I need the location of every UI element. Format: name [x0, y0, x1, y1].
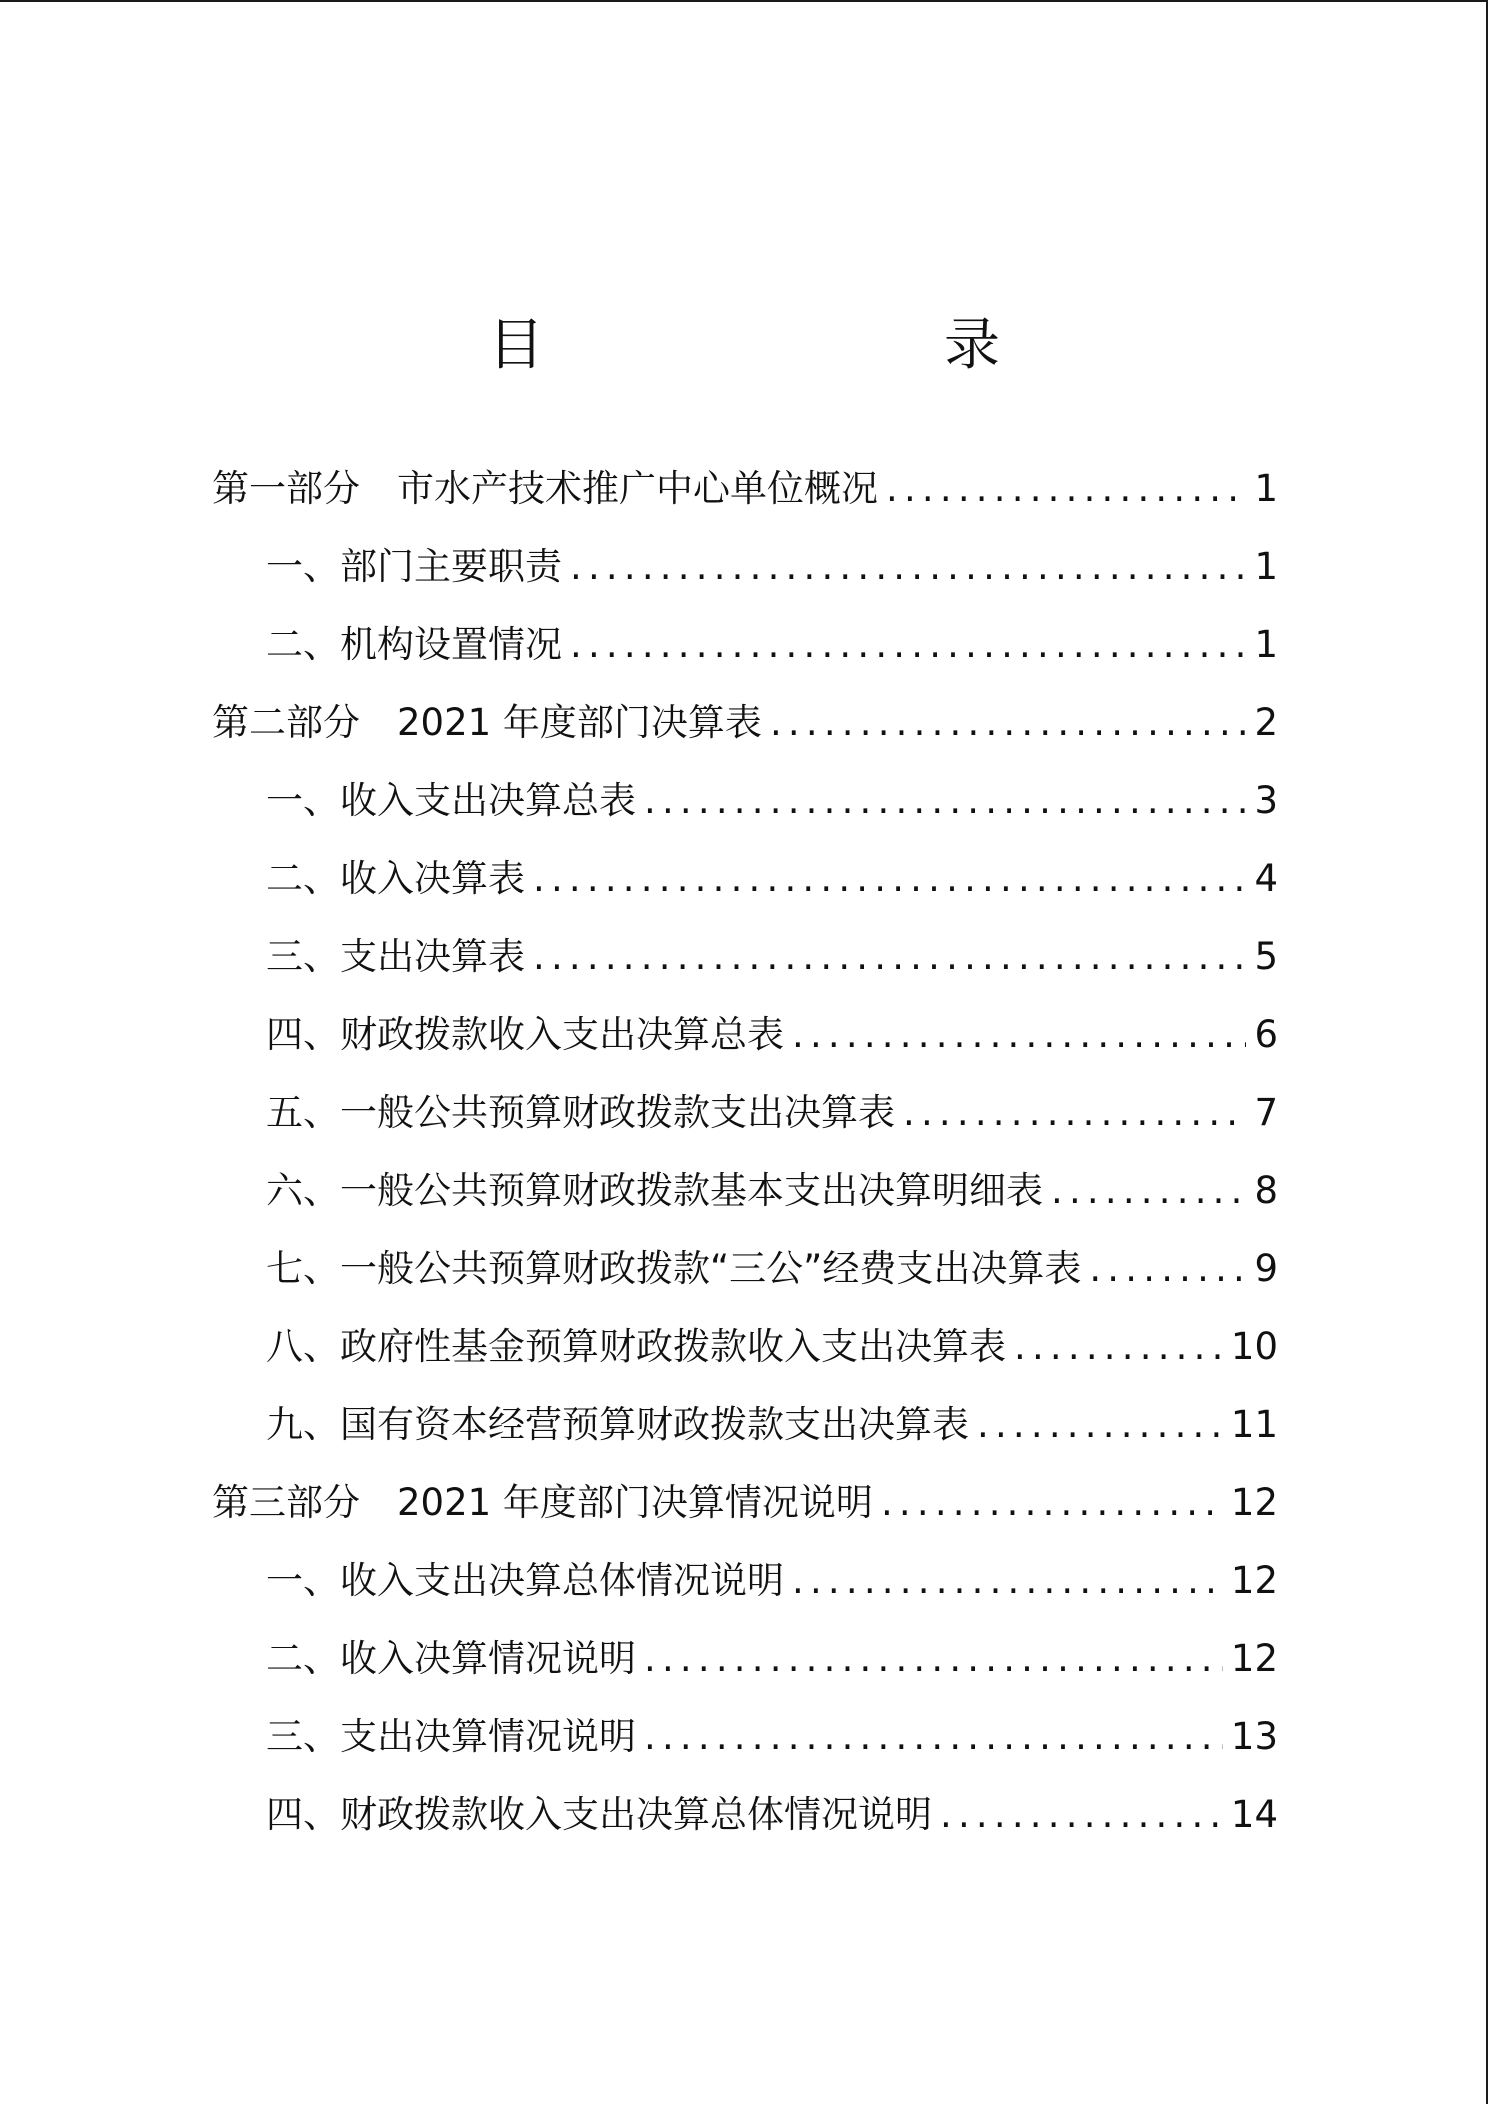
- toc-subsection-entry[interactable]: [212, 614, 1278, 692]
- toc-page-number: 12: [1230, 1637, 1278, 1680]
- toc-entry-label: 第三部分 2021 年度部门决算情况说明: [212, 1481, 873, 1524]
- toc-page-number: 9: [1254, 1247, 1278, 1290]
- toc-dot-leader: [770, 701, 1247, 744]
- toc-subsection-entry[interactable]: [212, 1706, 1278, 1784]
- toc-subsection-entry[interactable]: [212, 536, 1278, 614]
- toc-entry-label: 四、财政拨款收入支出决算总体情况说明: [266, 1793, 932, 1836]
- toc-dot-leader: [644, 1637, 1223, 1680]
- toc-page-number: 10: [1230, 1325, 1278, 1368]
- toc-entry-label: 第二部分 2021 年度部门决算表: [212, 701, 762, 744]
- toc-dot-leader: [977, 1403, 1223, 1446]
- toc-dot-leader: [792, 1013, 1246, 1056]
- toc-dot-leader: [940, 1793, 1223, 1836]
- toc-dot-leader: [792, 1559, 1223, 1602]
- toc-page-number: 4: [1254, 857, 1278, 900]
- toc-subsection-entry[interactable]: [212, 1316, 1278, 1394]
- toc-page-number: 5: [1254, 935, 1278, 978]
- toc-dot-leader: [1014, 1325, 1223, 1368]
- toc-dot-leader: [644, 779, 1246, 822]
- toc-dot-leader: [533, 857, 1246, 900]
- toc-subsection-entry[interactable]: [212, 848, 1278, 926]
- toc-page-number: 13: [1230, 1715, 1278, 1758]
- toc-subsection-entry[interactable]: [212, 1238, 1278, 1316]
- toc-entry-label: 四、财政拨款收入支出决算总表: [266, 1013, 784, 1056]
- toc-page-number: 14: [1230, 1793, 1278, 1836]
- toc-dot-leader: [570, 623, 1246, 666]
- toc-section-entry[interactable]: [212, 458, 1278, 536]
- toc-entry-label: 二、收入决算表: [266, 857, 525, 900]
- toc-title: 目 录: [488, 313, 1096, 378]
- toc-entry-label: 二、机构设置情况: [266, 623, 562, 666]
- toc-subsection-entry[interactable]: [212, 1082, 1278, 1160]
- toc-section-entry[interactable]: [212, 1472, 1278, 1550]
- toc-subsection-entry[interactable]: [212, 1394, 1278, 1472]
- toc-subsection-entry[interactable]: [212, 1550, 1278, 1628]
- toc-subsection-entry[interactable]: [212, 926, 1278, 1004]
- toc-subsection-entry[interactable]: [212, 1004, 1278, 1082]
- toc-page-number: 11: [1230, 1403, 1278, 1446]
- toc-entry-label: 二、收入决算情况说明: [266, 1637, 636, 1680]
- toc-section-entry[interactable]: [212, 692, 1278, 770]
- toc-entry-label: 五、一般公共预算财政拨款支出决算表: [266, 1091, 895, 1134]
- table-of-contents: [212, 458, 1278, 1862]
- toc-page-number: 6: [1254, 1013, 1278, 1056]
- toc-subsection-entry[interactable]: [212, 770, 1278, 848]
- toc-entry-label: 一、收入支出决算总表: [266, 779, 636, 822]
- toc-subsection-entry[interactable]: [212, 1160, 1278, 1238]
- toc-entry-label: 一、收入支出决算总体情况说明: [266, 1559, 784, 1602]
- toc-page-number: 12: [1230, 1481, 1278, 1524]
- toc-entry-label: 一、部门主要职责: [266, 545, 562, 588]
- toc-dot-leader: [1051, 1169, 1246, 1212]
- toc-dot-leader: [886, 467, 1246, 510]
- toc-page-number: 1: [1254, 623, 1278, 666]
- toc-page-number: 7: [1254, 1091, 1278, 1134]
- toc-dot-leader: [881, 1481, 1223, 1524]
- toc-entry-label: 三、支出决算情况说明: [266, 1715, 636, 1758]
- toc-subsection-entry[interactable]: [212, 1628, 1278, 1706]
- toc-dot-leader: [644, 1715, 1223, 1758]
- toc-page-number: 1: [1254, 467, 1278, 510]
- toc-subsection-entry[interactable]: [212, 1784, 1278, 1862]
- toc-dot-leader: [903, 1091, 1246, 1134]
- toc-dot-leader: [533, 935, 1246, 978]
- toc-entry-label: 第一部分 市水产技术推广中心单位概况: [212, 467, 878, 510]
- toc-entry-label: 八、政府性基金预算财政拨款收入支出决算表: [266, 1325, 1006, 1368]
- toc-page-number: 2: [1254, 701, 1278, 744]
- toc-dot-leader: [570, 545, 1246, 588]
- toc-page-number: 8: [1254, 1169, 1278, 1212]
- toc-entry-label: 七、一般公共预算财政拨款“三公”经费支出决算表: [266, 1247, 1082, 1290]
- toc-dot-leader: [1089, 1247, 1246, 1290]
- toc-page-number: 3: [1254, 779, 1278, 822]
- toc-entry-label: 三、支出决算表: [266, 935, 525, 978]
- toc-entry-label: 九、国有资本经营预算财政拨款支出决算表: [266, 1403, 969, 1446]
- toc-entry-label: 六、一般公共预算财政拨款基本支出决算明细表: [266, 1169, 1043, 1212]
- toc-page-number: 12: [1230, 1559, 1278, 1602]
- toc-page-number: 1: [1254, 545, 1278, 588]
